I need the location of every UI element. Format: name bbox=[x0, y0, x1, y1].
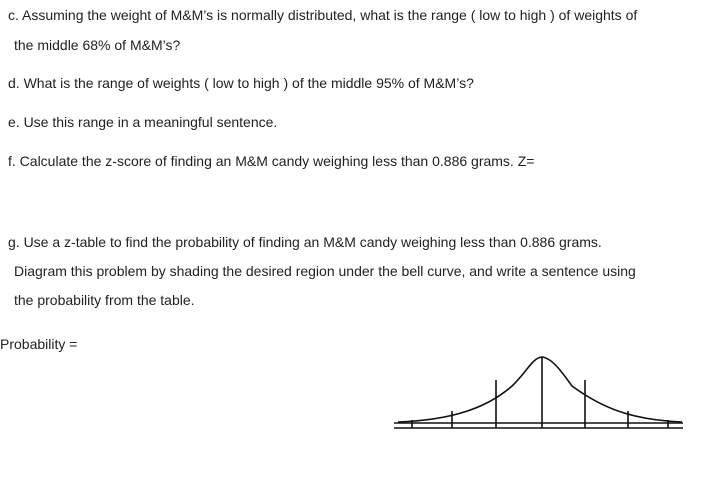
question-d-line-1: d. What is the range of weights ( low to high ) of the middle 95% of M&M’s? bbox=[8, 75, 474, 91]
bell-curve-diagram bbox=[392, 350, 686, 436]
bell-curve-line bbox=[398, 357, 682, 422]
question-e-line-1: e. Use this range in a meaningful sentence. bbox=[8, 114, 278, 130]
probability-label: Probability = bbox=[0, 336, 78, 352]
question-c-line-1: c. Assuming the weight of M&M’s is normally distributed, what is the range ( low to high ) of weights of bbox=[8, 7, 638, 23]
question-g-line-3: the probability from the table. bbox=[14, 292, 195, 308]
question-c-line-2: the middle 68% of M&M’s? bbox=[14, 37, 181, 53]
question-g-line-1: g. Use a z-table to find the probability of finding an M&M candy weighing less than 0.886 grams. bbox=[8, 234, 602, 250]
question-g-line-2: Diagram this problem by shading the desired region under the bell curve, and write a sentence using bbox=[14, 263, 636, 279]
question-f-line-1: f. Calculate the z-score of finding an M&M candy weighing less than 0.886 grams. Z= bbox=[8, 153, 535, 169]
